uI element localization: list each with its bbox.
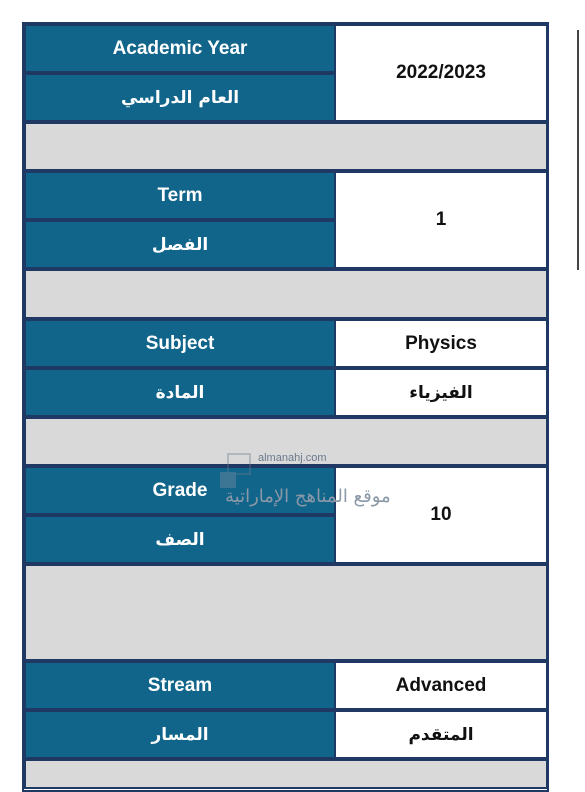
term-label: Term bbox=[24, 171, 336, 220]
term-value: 1 bbox=[334, 171, 548, 269]
academic-year-value: 2022/2023 bbox=[334, 24, 548, 122]
stream-value-ar: المتقدم bbox=[334, 710, 548, 759]
page-edge-rule bbox=[577, 30, 579, 270]
academic-year-label: Academic Year bbox=[24, 24, 336, 73]
subject-value: Physics bbox=[334, 319, 548, 368]
term-label-ar: الفصل bbox=[24, 220, 336, 269]
spacer-row bbox=[24, 122, 548, 171]
stream-label-ar: المسار bbox=[24, 710, 336, 759]
subject-label: Subject bbox=[24, 319, 336, 368]
stream-label: Stream bbox=[24, 661, 336, 710]
watermark-arabic: موقع المناهج الإماراتية bbox=[225, 486, 391, 507]
watermark-site: almanahj.com bbox=[258, 452, 327, 464]
grade-value: 10 bbox=[334, 466, 548, 564]
spacer-row bbox=[24, 269, 548, 319]
grade-label-ar: الصف bbox=[24, 515, 336, 564]
subject-label-ar: المادة bbox=[24, 368, 336, 417]
academic-year-label-ar: العام الدراسي bbox=[24, 73, 336, 122]
stream-value: Advanced bbox=[334, 661, 548, 710]
subject-value-ar: الفيزياء bbox=[334, 368, 548, 417]
spacer-row bbox=[24, 564, 548, 661]
grade-label: Grade bbox=[24, 466, 336, 515]
spacer-row bbox=[24, 759, 548, 789]
